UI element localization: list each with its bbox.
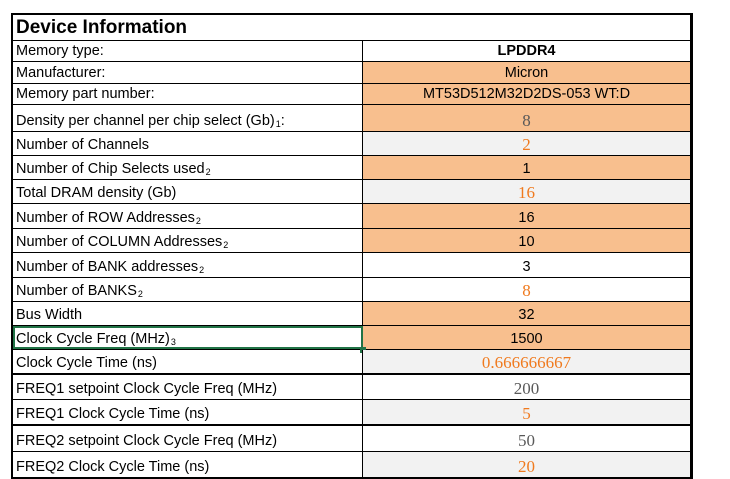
row-value-cell[interactable]: 16 [363,180,690,203]
label-suffix: : [280,113,285,129]
table-row [13,204,690,229]
footnote-marker: 3 [170,337,176,347]
row-label: Number of BANKS [16,283,137,299]
row-label-cell[interactable] [13,400,363,424]
row-label: Total DRAM density (Gb) [16,185,177,201]
table-row [13,400,690,426]
table-row [13,180,690,204]
footnote-marker: 1 [275,119,281,129]
row-value-cell[interactable]: 16 [363,204,690,228]
row-label: Number of Channels [16,137,149,153]
table-row [13,375,690,400]
footnote-marker: 2 [195,216,201,226]
row-value-cell[interactable]: MT53D512M32D2DS-053 WT:D [363,84,690,104]
table-row [13,84,690,105]
table-row [13,426,690,452]
table-row [13,156,690,180]
row-label-cell[interactable] [13,229,363,252]
row-label: FREQ1 Clock Cycle Time (ns) [16,406,210,422]
row-value-cell[interactable]: Micron [363,62,690,83]
table-row [13,62,690,84]
row-value-cell[interactable]: 1500 [363,326,690,349]
row-value-cell[interactable]: 3 [522,259,531,275]
row-label-cell[interactable] [13,204,363,228]
row-label-cell[interactable] [13,62,363,83]
row-label-cell[interactable] [13,452,363,477]
row-value-cell[interactable]: LPDDR4 [497,43,556,59]
row-label: FREQ1 setpoint Clock Cycle Freq (MHz) [16,381,278,397]
row-value-cell[interactable]: 1 [363,156,690,179]
row-value-cell[interactable]: 32 [363,302,690,325]
row-value-cell[interactable]: 50 [518,431,535,450]
row-label-cell[interactable] [13,278,363,301]
table-row [13,350,690,375]
table-row [13,132,690,156]
row-label-cell[interactable] [13,350,363,373]
table-row [13,278,690,302]
row-label: Number of BANK addresses [16,259,199,275]
row-label: Number of COLUMN Addresses [16,234,223,250]
row-label: Number of Chip Selects used [16,161,205,177]
row-label: Number of ROW Addresses [16,210,195,226]
row-label-cell[interactable] [13,253,363,277]
device-information-table [11,13,693,479]
table-row [13,41,690,62]
row-label: FREQ2 setpoint Clock Cycle Freq (MHz) [16,433,278,449]
row-label-cell[interactable] [13,426,363,451]
row-label-cell[interactable] [13,326,363,349]
row-value-cell[interactable]: 10 [363,229,690,252]
row-label-cell[interactable] [13,84,363,104]
table-row [13,105,690,132]
row-label-cell[interactable] [13,105,363,131]
row-label-cell[interactable] [13,180,363,203]
table-row [13,326,690,350]
row-label: Memory type: [16,43,104,59]
footnote-marker: 2 [223,240,229,250]
row-value-cell[interactable]: 200 [513,379,540,398]
row-label-cell[interactable] [13,41,363,61]
row-label-cell[interactable] [13,302,363,325]
row-label: Manufacturer: [16,65,106,81]
row-label: FREQ2 Clock Cycle Time (ns) [16,459,210,475]
row-label: Clock Cycle Freq (MHz) [16,331,170,347]
table-row [13,452,690,477]
row-label: Memory part number: [16,86,155,102]
row-value-cell[interactable]: 5 [363,400,690,424]
footnote-marker: 2 [205,167,211,177]
table-row [13,229,690,253]
footnote-marker: 2 [199,265,205,275]
table-title: Device Information [13,15,690,41]
row-value-cell[interactable]: 0.666666667 [363,350,690,373]
row-label: Density per channel per chip select (Gb) [16,113,275,129]
table-row [13,302,690,326]
row-label-cell[interactable] [13,156,363,179]
row-label-cell[interactable] [13,132,363,155]
row-value-cell[interactable]: 8 [522,281,531,300]
row-label: Clock Cycle Time (ns) [16,355,157,371]
row-value-cell[interactable]: 20 [363,452,690,477]
row-label: Bus Width [16,307,83,323]
row-value-cell[interactable]: 8 [363,105,690,131]
footnote-marker: 2 [137,289,143,299]
row-value-cell[interactable]: 2 [363,132,690,155]
row-label-cell[interactable] [13,375,363,399]
table-row [13,253,690,278]
